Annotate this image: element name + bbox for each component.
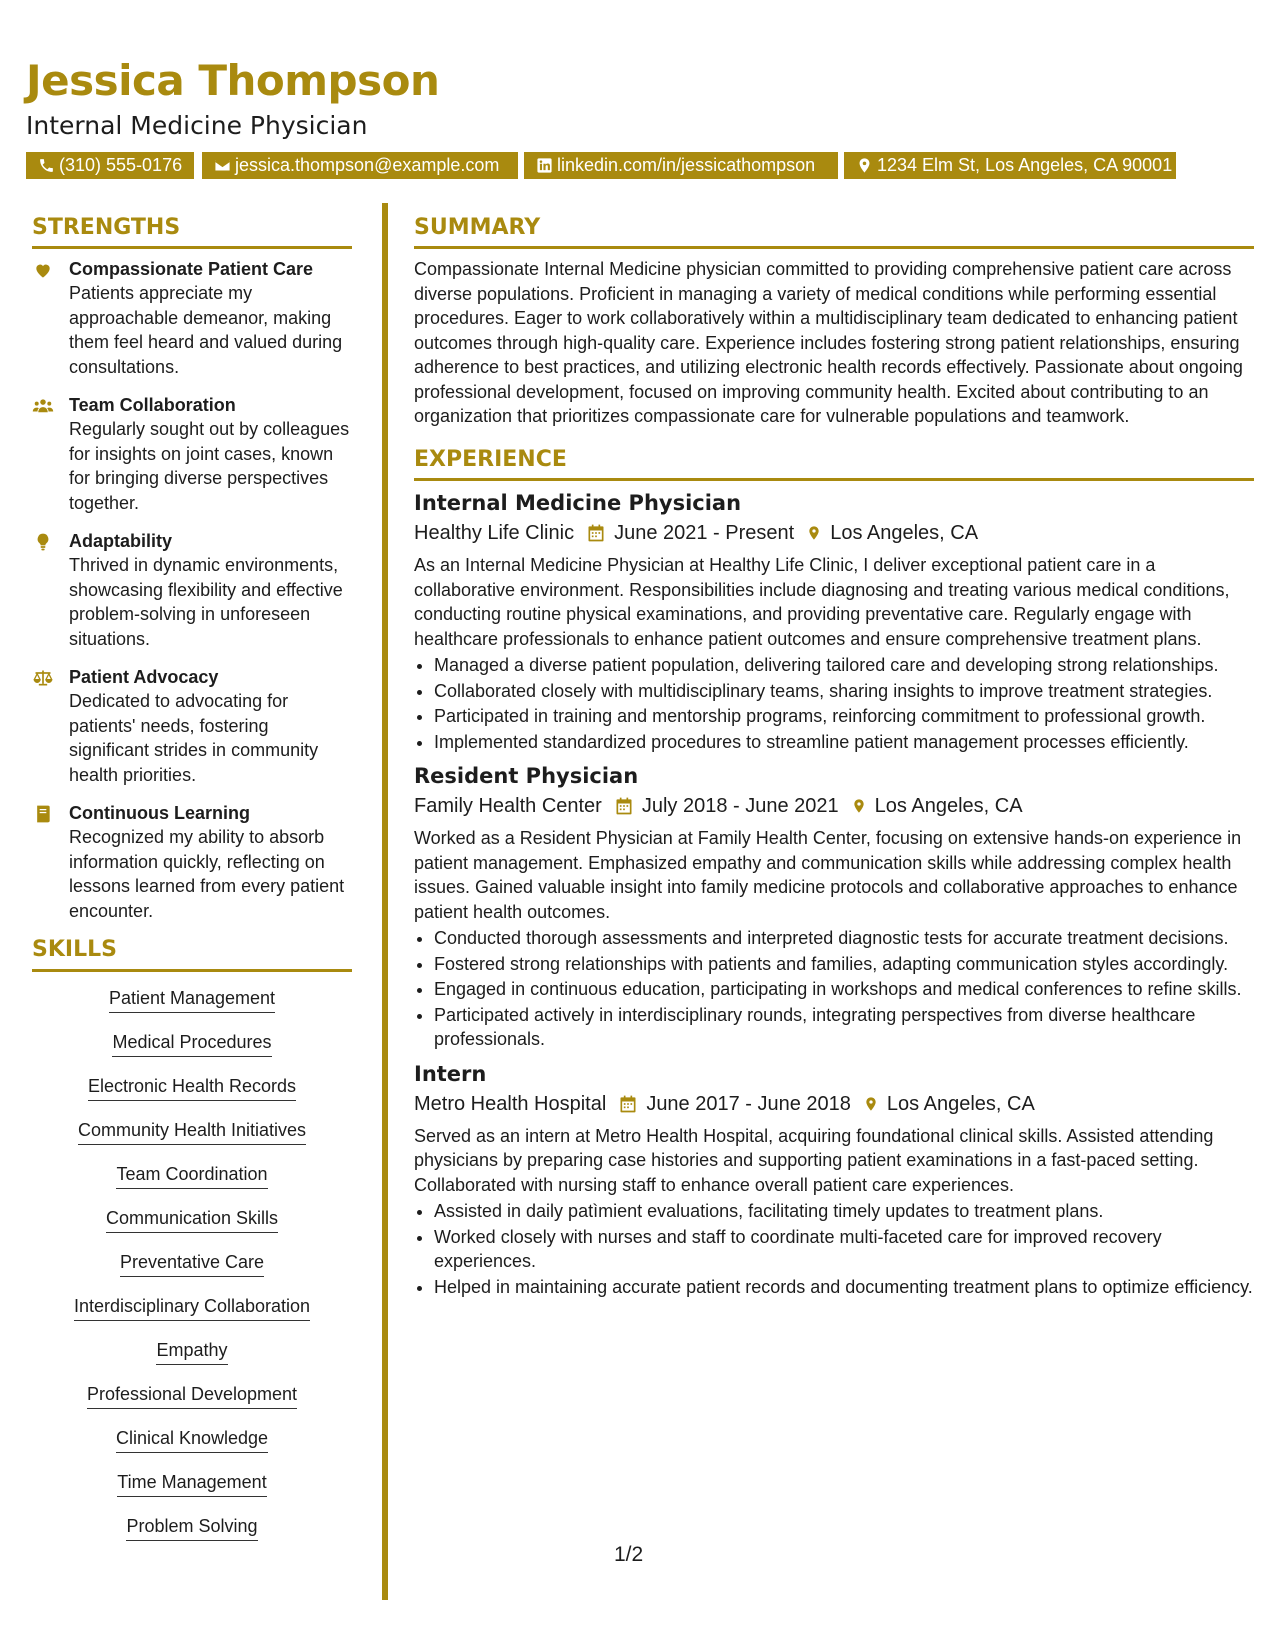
strengths-heading: STRENGTHS (32, 215, 352, 249)
contact-address-text: 1234 Elm St, Los Angeles, CA 90001 (877, 155, 1173, 175)
job-bullet: • Participated in training and mentorship programs, reinforcing commitment to professional growth. (434, 704, 1254, 729)
job-dates: July 2018 - June 2021 (641, 795, 839, 818)
skill-item: Interdisciplinary Collaboration (74, 1294, 310, 1321)
contact-email-text: jessica.thompson@example.com (235, 155, 500, 175)
calendar-icon (586, 523, 606, 543)
job-meta (414, 792, 1254, 820)
strength-desc: Recognized my ability to absorb information quickly, reflecting on lessons learned from every patient encounter. (69, 827, 345, 921)
job-title: Resident Physician (414, 764, 639, 789)
job-bullet: • Managed a diverse patient population, delivering tailored care and developing strong relationships. (434, 653, 1254, 678)
candidate-role: Internal Medicine Physician (26, 111, 368, 140)
book-icon (32, 804, 54, 824)
job-bullets (414, 1199, 1254, 1299)
summary-text: Compassionate Internal Medicine physician committed to providing comprehensive patient care across diverse populations. Proficient in managing a variety of medical conditions while performing essential procedures. Eager to work collaboratively within a multidisciplinary team dedicated to enhancing patient outcomes through high-quality care. Experience includes fostering strong patient relationships, ensuring adherence to best practices, and utilizing electronic health records effectively. Passionate about ongoing professional development, focused on improving community health. Excited about contributing to an organization that prioritizes compassionate care for vulnerable populations and teamwork. (414, 259, 1243, 427)
strength-title: Compassionate Patient Care (69, 259, 314, 280)
job-entry (414, 762, 1254, 1052)
job-bullets (414, 653, 1254, 754)
job-entry (414, 489, 1254, 754)
left-column (32, 215, 352, 1558)
job-title: Intern (414, 1061, 487, 1086)
strength-item (32, 393, 352, 515)
contact-address (844, 152, 1176, 179)
job-entry (414, 1060, 1254, 1300)
contact-linkedin-text: linkedin.com/in/jessicathompson (557, 155, 816, 175)
job-meta (414, 1090, 1254, 1118)
job-location: Los Angeles, CA (886, 1092, 1035, 1115)
strength-item (32, 665, 352, 787)
strength-title: Team Collaboration (69, 395, 236, 416)
job-description: As an Internal Medicine Physician at Healthy Life Clinic, I deliver exceptional patient care in a collaborative environment. Responsibilities include diagnosing and treating various medical conditions, conducting routine physical examinations, and providing preventative care. Regularly engage with healthcare professionals to enhance patient outcomes and ensure comprehensive treatment plans. (414, 555, 1230, 649)
skill-item: Problem Solving (126, 1514, 257, 1541)
job-bullet: • Assisted in daily patìmient evaluations, facilitating timely updates to treatment plans. (434, 1199, 1254, 1224)
job-bullet: • Participated actively in interdisciplinary rounds, integrating perspectives from diverse healthcare professionals. (434, 1003, 1254, 1052)
job-company: Metro Health Hospital (414, 1092, 607, 1115)
strength-desc: Thrived in dynamic environments, showcasing flexibility and effective problem-solving in unforeseen situations. (69, 555, 343, 649)
contact-email[interactable] (202, 152, 518, 179)
map-pin-icon (806, 523, 822, 543)
job-meta (414, 519, 1254, 547)
skill-item: Medical Procedures (112, 1030, 271, 1057)
job-bullet: • Fostered strong relationships with patients and families, adapting communication styles accordingly. (434, 952, 1254, 977)
job-company: Family Health Center (414, 795, 602, 818)
map-pin-icon (856, 157, 873, 174)
column-divider (382, 203, 388, 1600)
job-dates: June 2021 - Present (614, 522, 795, 545)
job-bullets (414, 926, 1254, 1052)
strength-desc: Regularly sought out by colleagues for insights on joint cases, known for bringing diverse perspectives together. (69, 419, 350, 513)
strength-desc: Dedicated to advocating for patients' needs, fostering significant strides in community health priorities. (69, 691, 319, 785)
strength-desc: Patients appreciate my approachable demeanor, making them feel heard and valued during consultations. (69, 283, 343, 377)
skill-item: Clinical Knowledge (116, 1426, 268, 1453)
contact-phone[interactable] (26, 152, 194, 179)
skills-list (32, 986, 352, 1558)
contact-linkedin[interactable] (524, 152, 838, 179)
linkedin-icon (536, 157, 553, 174)
calendar-icon (618, 1094, 638, 1114)
strength-item (32, 529, 352, 651)
skill-item: Time Management (117, 1470, 266, 1497)
skill-item: Community Health Initiatives (78, 1118, 306, 1145)
skill-item: Electronic Health Records (88, 1074, 296, 1101)
job-description: Served as an intern at Metro Health Hospital, acquiring foundational clinical skills. Assisted attending physicians by preparing case histories and supporting patient examinations in a fast-paced setting. Collaborated with nursing staff to enhance overall patient care experiences. (414, 1125, 1214, 1195)
summary-heading: SUMMARY (414, 215, 1254, 249)
phone-icon (38, 157, 55, 174)
job-bullet: • Engaged in continuous education, participating in workshops and medical conferences to refine skills. (434, 977, 1254, 1002)
right-column (414, 215, 1254, 1300)
skill-item: Patient Management (109, 986, 275, 1013)
job-location: Los Angeles, CA (830, 522, 979, 545)
skill-item: Preventative Care (120, 1250, 264, 1277)
skill-item: Team Coordination (116, 1162, 267, 1189)
users-icon (32, 396, 54, 416)
heart-icon (32, 260, 54, 280)
lightbulb-icon (32, 532, 54, 552)
job-company: Healthy Life Clinic (414, 522, 575, 545)
skill-item: Empathy (156, 1338, 227, 1365)
job-bullet: • Implemented standardized procedures to streamline patient management processes efficiently. (434, 730, 1254, 755)
job-bullet: • Conducted thorough assessments and interpreted diagnostic tests for accurate treatment decisions. (434, 926, 1254, 951)
job-bullet: • Collaborated closely with multidisciplinary teams, sharing insights to improve treatment strategies. (434, 679, 1254, 704)
map-pin-icon (851, 796, 867, 816)
candidate-name: Jessica Thompson (26, 56, 440, 105)
strength-item (32, 257, 352, 379)
job-bullet: • Worked closely with nurses and staff to coordinate multi-faceted care for improved recovery experiences. (434, 1225, 1254, 1274)
job-description: Worked as a Resident Physician at Family Health Center, focusing on extensive hands-on experience in patient management. Emphasized empathy and communication skills while addressing complex health issues. Gained valuable insight into family medicine protocols and collaborative approaches to enhance patient health outcomes. (414, 828, 1242, 922)
strength-title: Patient Advocacy (69, 667, 219, 688)
contact-phone-text: (310) 555-0176 (59, 155, 183, 175)
job-title: Internal Medicine Physician (414, 491, 742, 516)
map-pin-icon (863, 1094, 879, 1114)
experience-heading: EXPERIENCE (414, 447, 1254, 481)
calendar-icon (614, 796, 634, 816)
strength-item (32, 801, 352, 923)
envelope-icon (214, 157, 231, 174)
skill-item: Professional Development (87, 1382, 297, 1409)
balance-scale-icon (32, 668, 54, 688)
strength-title: Continuous Learning (69, 803, 250, 824)
job-location: Los Angeles, CA (874, 795, 1023, 818)
job-bullet: • Helped in maintaining accurate patient records and documenting treatment plans to optimize efficiency. (434, 1275, 1254, 1300)
strength-title: Adaptability (69, 531, 173, 552)
skills-heading: SKILLS (32, 937, 352, 971)
page-number: 1/2 (614, 1543, 644, 1566)
skill-item: Communication Skills (106, 1206, 278, 1233)
job-dates: June 2017 - June 2018 (646, 1092, 851, 1115)
